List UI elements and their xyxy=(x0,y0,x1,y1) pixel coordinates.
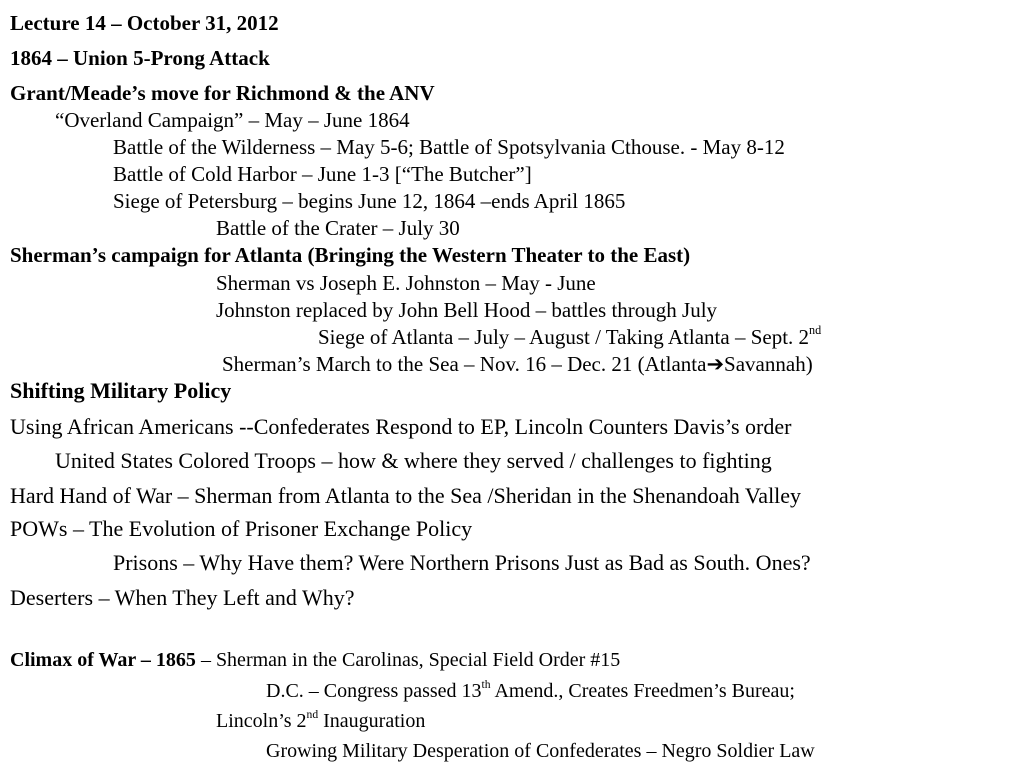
sherman-campaign-heading: Sherman’s campaign for Atlanta (Bringing the Western Theater to the East) xyxy=(10,243,691,267)
inauguration-end: Inauguration xyxy=(318,710,426,732)
inauguration-superscript: nd xyxy=(306,707,319,721)
desperation-line: Growing Military Desperation of Confederates – Negro Soldier Law xyxy=(266,740,815,762)
inauguration-text: Lincoln’s 2 xyxy=(216,710,307,732)
pows-line: POWs – The Evolution of Prisoner Exchange Policy xyxy=(10,516,473,541)
dc-congress-text: D.C. – Congress passed 13 xyxy=(266,680,482,702)
climax-text: – Sherman in the Carolinas, Special Field Order #15 xyxy=(195,649,621,671)
deserters-line: Deserters – When They Left and Why? xyxy=(10,585,355,610)
hard-hand-line: Hard Hand of War – Sherman from Atlanta to the Sea /Sheridan in the Shenandoah Valley xyxy=(10,483,802,508)
overland-campaign-line: “Overland Campaign” – May – June 1864 xyxy=(55,108,410,132)
march-to-sea-line xyxy=(222,354,813,375)
march-to-sea-end: Savannah) xyxy=(724,352,813,376)
crater-line: Battle of the Crater – July 30 xyxy=(216,216,460,240)
dc-congress-line xyxy=(266,677,795,702)
colored-troops-line: United States Colored Troops – how & where they served / challenges to fighting xyxy=(55,448,772,473)
hood-line: Johnston replaced by John Bell Hood – battles through July xyxy=(216,298,718,322)
union-attack-heading: 1864 – Union 5-Prong Attack xyxy=(10,46,270,70)
siege-atlanta-text: Siege of Atlanta – July – August / Taking Atlanta – Sept. 2 xyxy=(318,325,810,349)
shifting-policy-heading: Shifting Military Policy xyxy=(10,378,232,403)
lecture-title: Lecture 14 – October 31, 2012 xyxy=(10,11,279,35)
right-arrow-icon: ➔ xyxy=(706,352,725,376)
siege-atlanta-superscript: nd xyxy=(809,323,822,338)
inauguration-line xyxy=(216,707,426,732)
march-to-sea-text: Sherman’s March to the Sea – Nov. 16 – Dec. 21 (Atlanta xyxy=(222,352,707,376)
dc-congress-end: Amend., Creates Freedmen’s Bureau; xyxy=(490,680,795,702)
petersburg-line: Siege of Petersburg – begins June 12, 1864 –ends April 1865 xyxy=(113,189,626,213)
climax-heading: Climax of War – 1865 xyxy=(10,649,196,671)
cold-harbor-line: Battle of Cold Harbor – June 1-3 [“The Butcher”] xyxy=(113,162,532,186)
african-americans-line: Using African Americans --Confederates Respond to EP, Lincoln Counters Davis’s order xyxy=(10,414,792,439)
dc-congress-superscript: th xyxy=(481,677,491,691)
siege-atlanta-line xyxy=(318,323,822,349)
climax-line xyxy=(10,650,620,670)
grant-meade-heading: Grant/Meade’s move for Richmond & the ANV xyxy=(10,81,435,105)
prisons-line: Prisons – Why Have them? Were Northern Prisons Just as Bad as South. Ones? xyxy=(113,550,811,575)
wilderness-line: Battle of the Wilderness – May 5-6; Battle of Spotsylvania Cthouse. - May 8-12 xyxy=(113,135,785,159)
johnston-line: Sherman vs Joseph E. Johnston – May - June xyxy=(216,271,596,295)
